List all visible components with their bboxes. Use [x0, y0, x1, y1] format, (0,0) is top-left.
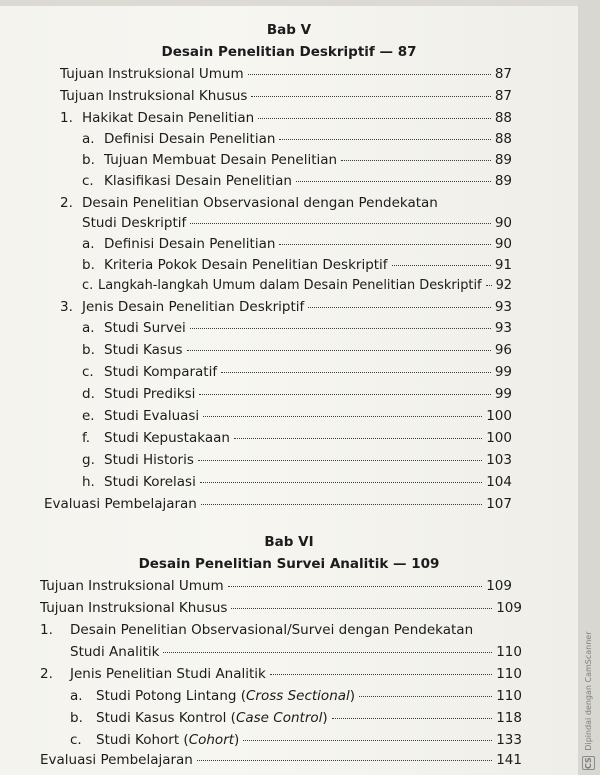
toc-entry[interactable]: a. Definisi Desain Penelitian 90 — [82, 236, 512, 252]
bab5-title: Desain Penelitian Deskriptif — 87 — [161, 44, 417, 60]
bab6-title: Desain Penelitian Survei Analitik — 109 — [138, 556, 440, 572]
toc-entry[interactable]: c. Klasifikasi Desain Penelitian 89 — [82, 173, 512, 189]
toc-entry[interactable]: Studi Analitik 110 — [70, 644, 522, 660]
toc-entry[interactable]: Studi Deskriptif 90 — [82, 215, 512, 231]
toc-entry[interactable]: b. Studi Kasus 96 — [82, 342, 512, 358]
toc-entry[interactable]: c. Studi Komparatif 99 — [82, 364, 512, 380]
toc-entry[interactable]: b. Tujuan Membuat Desain Penelitian 89 — [82, 152, 512, 168]
toc-entry-line: 2. Desain Penelitian Observasional dengan Pendekatan — [60, 195, 438, 211]
toc-entry[interactable]: Evaluasi Pembelajaran 107 — [44, 496, 512, 512]
bab6-label: Bab VI — [264, 534, 314, 550]
toc-entry[interactable]: Tujuan Instruksional Khusus 87 — [60, 88, 512, 104]
toc-entry[interactable]: a. Studi Survei 93 — [82, 320, 512, 336]
toc-entry[interactable]: Evaluasi Pembelajaran 141 — [40, 752, 522, 768]
camscanner-watermark: CS Dipindai dengan CamScanner — [584, 631, 593, 769]
camscanner-badge-icon: CS — [584, 757, 593, 769]
toc-entry[interactable]: b. Kriteria Pokok Desain Penelitian Deskriptif 91 — [82, 257, 512, 273]
toc-entry[interactable]: c. Langkah-langkah Umum dalam Desain Penelitian Deskriptif 92 — [82, 278, 512, 293]
toc-entry[interactable]: f. Studi Kepustakaan 100 — [82, 430, 512, 446]
bab5-label: Bab V — [266, 22, 312, 38]
toc-entry[interactable]: d. Studi Prediksi 99 — [82, 386, 512, 402]
toc-entry[interactable]: c. Studi Kohort (Cohort) 133 — [70, 732, 522, 748]
toc-entry[interactable]: Tujuan Instruksional Khusus 109 — [40, 600, 522, 616]
toc-entry[interactable]: Tujuan Instruksional Umum 87 — [60, 66, 512, 82]
toc-entry[interactable]: 2. Jenis Penelitian Studi Analitik 110 — [40, 666, 522, 682]
toc-entry[interactable]: b. Studi Kasus Kontrol (Case Control) 118 — [70, 710, 522, 726]
toc-entry[interactable]: a. Studi Potong Lintang (Cross Sectional) 110 — [70, 688, 522, 704]
toc-entry[interactable]: a. Definisi Desain Penelitian 88 — [82, 131, 512, 147]
previous-page-edge — [0, 0, 578, 6]
toc-entry[interactable]: e. Studi Evaluasi 100 — [82, 408, 512, 424]
toc-entry-line: 1. Desain Penelitian Observasional/Survei dengan Pendekatan — [40, 622, 474, 638]
toc-entry[interactable]: 3. Jenis Desain Penelitian Deskriptif 93 — [60, 299, 512, 315]
toc-entry[interactable]: 1. Hakikat Desain Penelitian 88 — [60, 110, 512, 126]
toc-entry[interactable]: g. Studi Historis 103 — [82, 452, 512, 468]
toc-entry[interactable]: Tujuan Instruksional Umum 109 — [40, 578, 512, 594]
toc-entry[interactable]: h. Studi Korelasi 104 — [82, 474, 512, 490]
